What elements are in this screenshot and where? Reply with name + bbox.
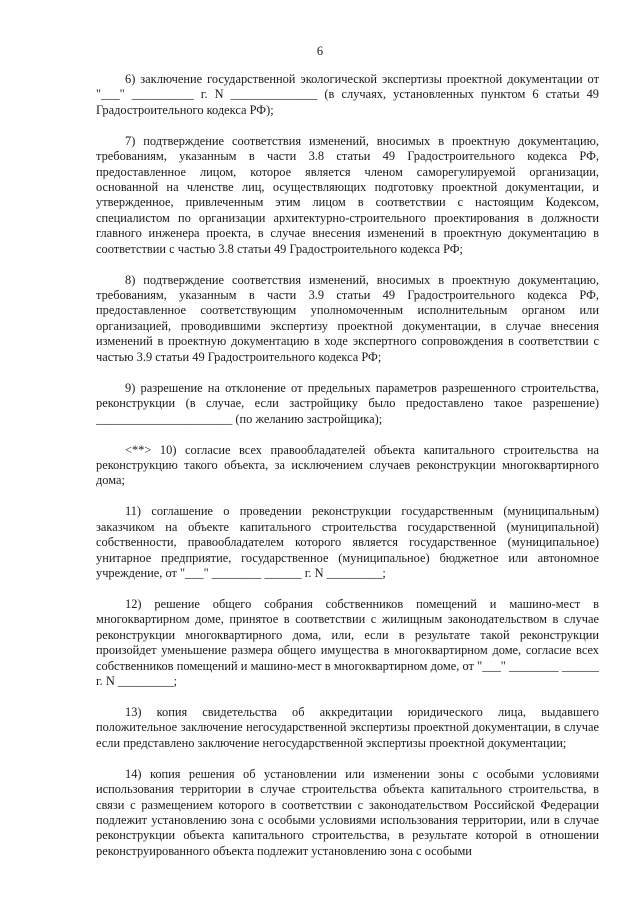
document-body [96,72,599,859]
paragraph-item-9: 9) разрешение на отклонение от предельных параметров разрешенного строительства, реконструкции (в случае, если застройщику было предоставлено такое разрешение) ______________________ (по желанию застройщика); [96,380,599,426]
paragraph-item-7: 7) подтверждение соответствия изменений, вносимых в проектную документацию, требованиям, указанным в части 3.8 статьи 49 Градостроительного кодекса РФ, предоставленное лицом, которое является членом саморегулируемой организации, основанной на членстве лиц, осуществляющих подготовку проектной документации, и утвержденное, привлеченным этим лицом в соответствии с настоящим Кодексом, специалистом по организации архитектурно-строительного проектирования в должности главного инженера проекта, в случае внесения изменений в проектную документацию в соответствии с частью 3.8 статьи 49 Градостроительного кодекса РФ; [96,133,599,256]
page-number: 6 [316,44,324,58]
paragraph-item-12: 12) решение общего собрания собственников помещений и машино-мест в многоквартирном доме, принятое в соответствии с жилищным законодательством в случае реконструкции многоквартирного дома, или, если в результате такой реконструкции произойдет уменьшение размера общего имущества в многоквартирном доме, согласие всех собственников помещений и машино-мест в многоквартирном доме, от "___" ________ ______ г. N _________; [96,596,599,688]
paragraph-item-14: 14) копия решения об установлении или изменении зоны с особыми условиями использования территории в случае строительства объекта капитального строительства, в связи с размещением которого в соответствии с законодательством Российской Федерации подлежит установлению зона с особыми условиями использования территории, или в случае реконструкции объекта капитального строительства, в результате которой в отношении реконструированного объекта подлежит установлению зона с особыми [96,766,599,858]
paragraph-item-10: <**> 10) согласие всех правообладателей объекта капитального строительства на реконструкцию такого объекта, за исключением случаев реконструкции многоквартирного дома; [96,442,599,488]
paragraph-item-8: 8) подтверждение соответствия изменений, вносимых в проектную документацию, требованиям, указанным в части 3.9 статьи 49 Градостроительного кодекса РФ, предоставленное соответствующим уполномоченным исполнительным органом или организацией, проводившими экспертизу проектной документации, в случае внесения изменений в проектную документацию в ходе экспертного сопровождения в соответствии с частью 3.9 статьи 49 Градостроительного кодекса РФ; [96,272,599,364]
paragraph-item-6: 6) заключение государственной экологической экспертизы проектной документации от "___" __________ г. N ______________ (в случаях, установленных пунктом 6 статьи 49 Градостроительного кодекса РФ); [96,72,599,117]
paragraph-item-13: 13) копия свидетельства об аккредитации юридического лица, выдавшего положительное заключение негосударственной экспертизы проектной документации, в случае если представлено заключение негосударственной экспертизы проектной документации; [96,704,599,750]
paragraph-item-11: 11) соглашение о проведении реконструкции государственным (муниципальным) заказчиком на объекте капитального строительства государственной (муниципальной) собственности, правообладателем которого является государственное (муниципальное) унитарное предприятие, государственное (муниципальное) бюджетное или автономное учреждение, от "___" ________ ______ г. N _________; [96,504,599,580]
